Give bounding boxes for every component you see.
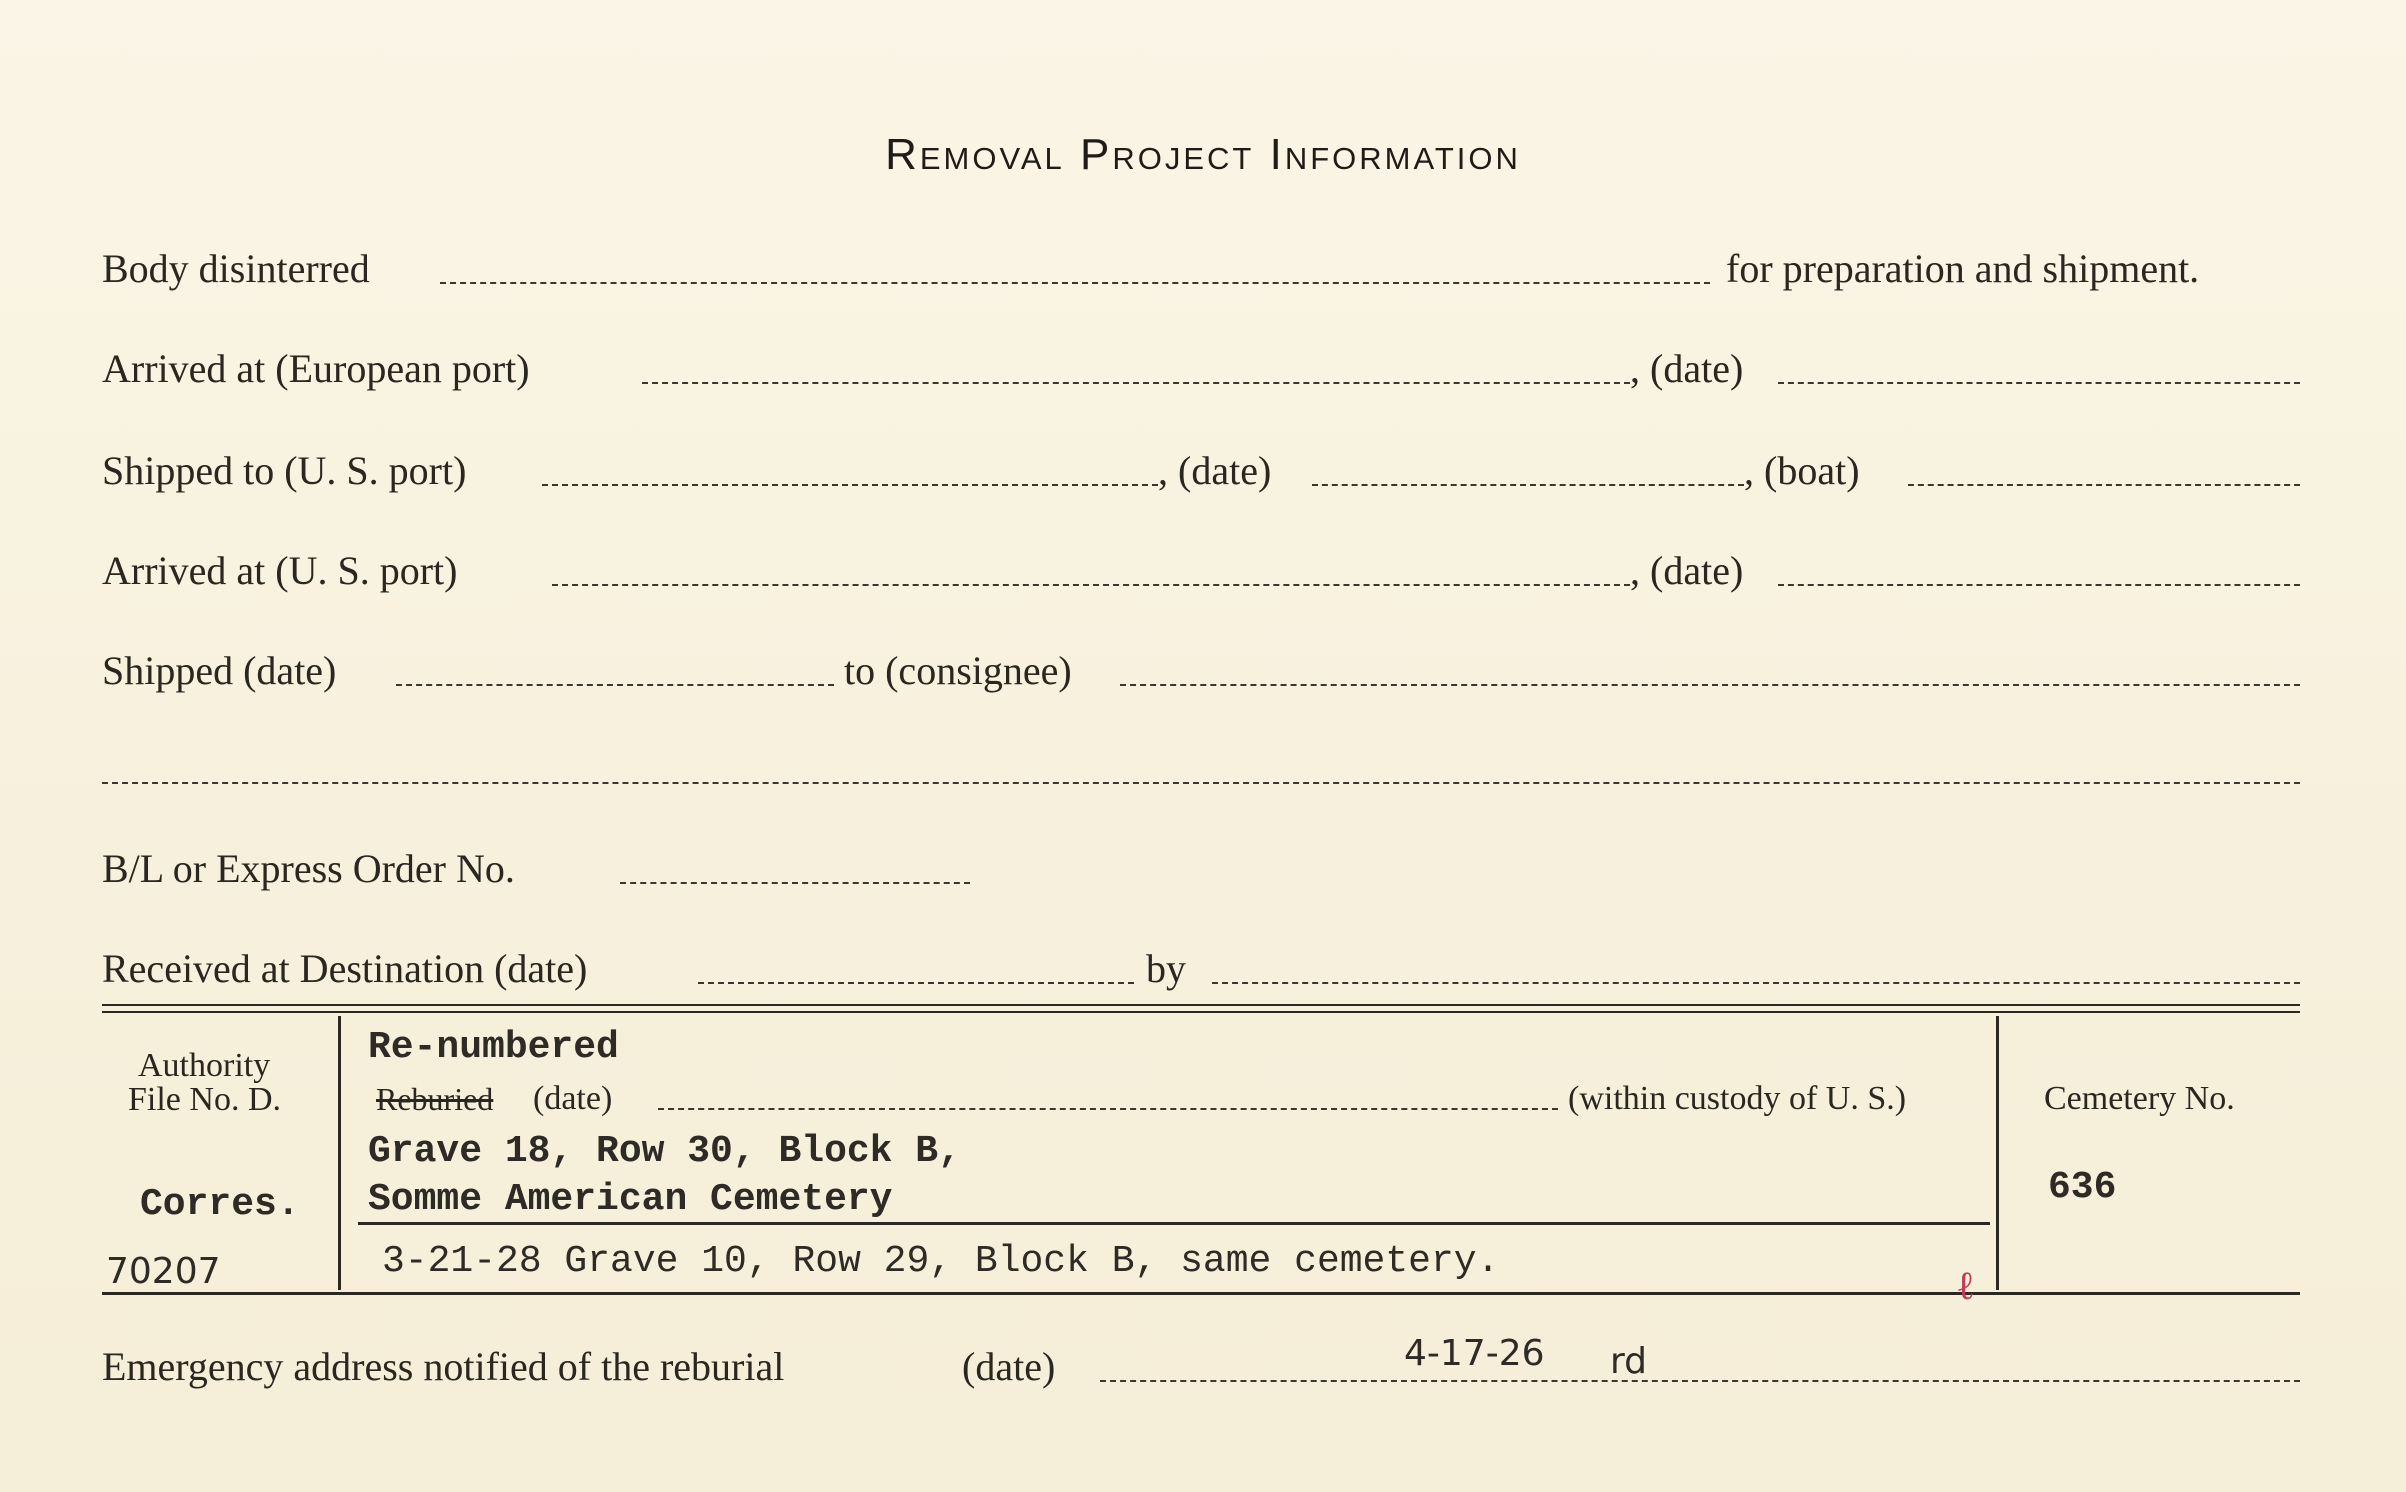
- renumber-entry: 3-21-28 Grave 10, Row 29, Block B, same cemetery.: [382, 1240, 1500, 1283]
- shipped-us-date-field[interactable]: [1312, 484, 1744, 486]
- arrived-us-date-field[interactable]: [1778, 584, 2300, 586]
- arrived-us-date-label: , (date): [1630, 548, 1744, 593]
- body-disinterred-field[interactable]: [440, 282, 1710, 284]
- shipped-us-port-label: Shipped to (U. S. port): [102, 448, 467, 493]
- shipped-date-label: Shipped (date): [102, 648, 337, 693]
- shipped-us-date-label: , (date): [1158, 448, 1272, 493]
- arrived-european-port-label: Arrived at (European port): [102, 346, 530, 391]
- renumbered-label: Re-numbered: [368, 1026, 619, 1069]
- reburied-date-field[interactable]: [658, 1108, 1558, 1110]
- check-mark-icon: ℓ: [1956, 1263, 1976, 1309]
- table-top-rule: [102, 1004, 2300, 1013]
- table-divider-left: [338, 1016, 341, 1290]
- custody-label: (within custody of U. S.): [1568, 1080, 1907, 1117]
- file-number: 70207: [106, 1251, 221, 1292]
- shipped-date-field[interactable]: [396, 684, 834, 686]
- received-destination-label: Received at Destination (date): [102, 946, 588, 991]
- corres-label: Corres.: [140, 1183, 300, 1226]
- shipped-us-port-field[interactable]: [542, 484, 1158, 486]
- received-date-field[interactable]: [698, 982, 1134, 984]
- arrived-us-port-field[interactable]: [552, 584, 1630, 586]
- arrived-us-port-label: Arrived at (U. S. port): [102, 548, 458, 593]
- european-port-field[interactable]: [642, 382, 1630, 384]
- reburied-date-label: (date): [533, 1080, 613, 1117]
- page-title: Removal Project Information: [885, 130, 1521, 179]
- grave-line-1: Grave 18, Row 30, Block B,: [368, 1130, 961, 1173]
- file-no-label: File No. D.: [128, 1081, 281, 1118]
- emergency-initials: rd: [1610, 1341, 1648, 1382]
- emergency-date-value: 4-17-26: [1404, 1333, 1545, 1374]
- boat-field[interactable]: [1908, 484, 2300, 486]
- boat-label: , (boat): [1744, 448, 1860, 493]
- body-disinterred-label: Body disinterred: [102, 246, 370, 291]
- cemetery-number: 636: [2048, 1166, 2117, 1209]
- consignee-field[interactable]: [1120, 684, 2300, 686]
- cemetery-no-label: Cemetery No.: [2044, 1080, 2235, 1117]
- received-by-label: by: [1146, 946, 1186, 991]
- consignee-label: to (consignee): [844, 648, 1072, 693]
- emergency-date-field[interactable]: [1100, 1380, 2300, 1382]
- preparation-shipment-label: for preparation and shipment.: [1726, 246, 2200, 291]
- bl-order-label: B/L or Express Order No.: [102, 846, 515, 891]
- grave-line-2: Somme American Cemetery: [368, 1178, 893, 1221]
- emergency-address-label: Emergency address notified of the reburial: [102, 1344, 785, 1389]
- european-date-field[interactable]: [1778, 382, 2300, 384]
- emergency-date-label: (date): [962, 1344, 1056, 1389]
- european-date-label: , (date): [1630, 346, 1744, 391]
- consignee-continuation-field[interactable]: [102, 782, 2300, 784]
- authority-label: Authority: [138, 1047, 271, 1084]
- reburied-label: Reburied: [376, 1081, 494, 1117]
- renumber-rule: [358, 1222, 1990, 1225]
- received-by-field[interactable]: [1212, 982, 2300, 984]
- bl-order-field[interactable]: [620, 882, 970, 884]
- table-divider-right: [1996, 1016, 1999, 1290]
